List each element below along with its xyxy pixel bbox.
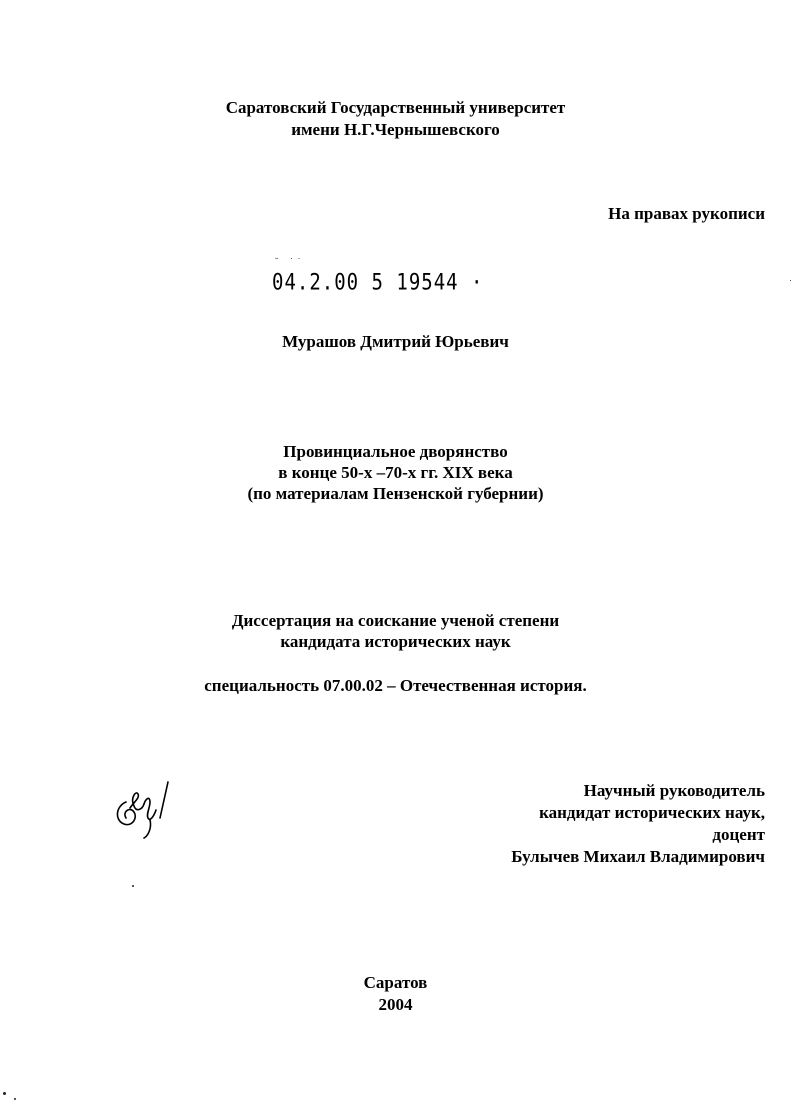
supervisor-degree: кандидат исторических наук, [539,803,765,822]
manuscript-note: На правах рукописи [608,204,765,223]
library-stamp-number: 04.2.00 5 19544 · [272,270,484,296]
title-line-2: в конце 50-х –70-х гг. XIX века [278,463,513,482]
title-line-1: Провинциальное дворянство [283,442,508,461]
supervisor-role: Научный руководитель [583,781,765,800]
title-line-3: (по материалам Пензенской губернии) [247,484,544,503]
degree-line-2: кандидата исторических наук [280,632,511,651]
supervisor-rank: доцент [712,825,765,844]
footer-year: 2004 [378,995,413,1014]
stamp-ticks: ˘ ˙˙ [274,258,304,268]
supervisor-name: Булычев Михаил Владимирович [511,847,765,866]
university-name: Саратовский Государственный университет [225,98,566,117]
specialty: специальность 07.00.02 – Отечественная история. [204,676,587,695]
scan-speck [14,1098,16,1100]
degree-line-1: Диссертация на соискание ученой степени [231,611,560,630]
scan-speck [3,1092,6,1095]
footer-city: Саратов [363,973,428,992]
university-named-after: имени Н.Г.Чернышевского [291,120,500,139]
scan-speck [132,885,134,887]
author-name: Мурашов Дмитрий Юрьевич [282,332,509,351]
signature [110,772,180,842]
